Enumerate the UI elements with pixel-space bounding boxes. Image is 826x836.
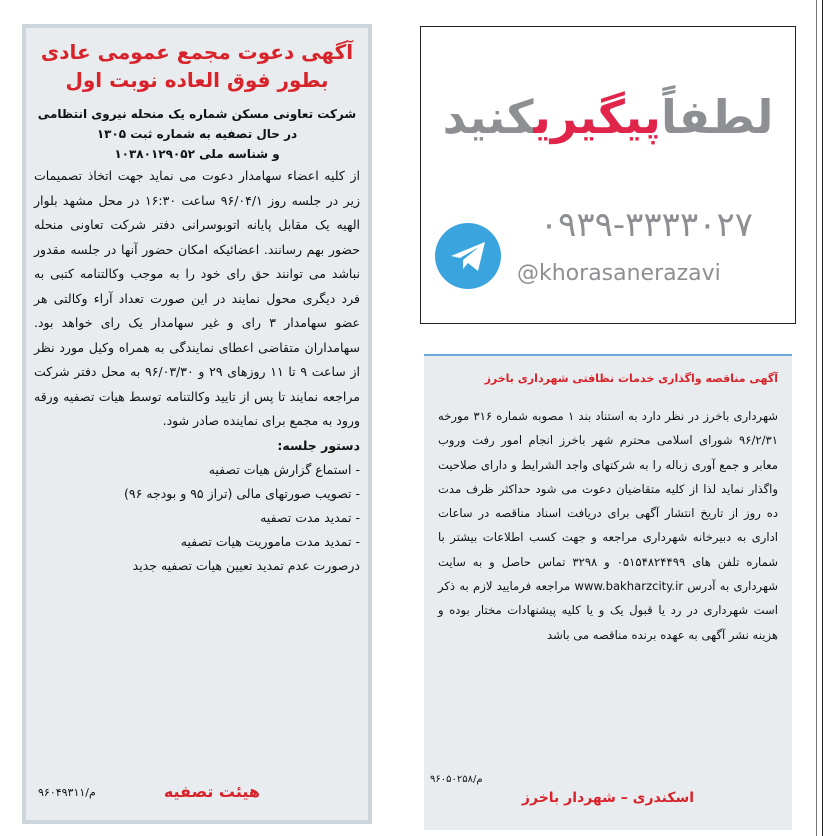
company-line3: و شناسه ملی ۱۰۳۸۰۱۲۹۰۵۲ — [114, 147, 280, 161]
agenda-title: دستور جلسه: — [277, 437, 360, 453]
agenda-item: - تمدید مدت ماموریت هیات تصفیه — [180, 533, 360, 549]
tender-notice — [424, 354, 792, 830]
ad-word-follow: پیگیری — [533, 90, 661, 144]
company-line2: در حال تصفیه به شماره ثبت ۱۳۰۵ — [96, 127, 298, 141]
meeting-notice — [22, 24, 372, 824]
agenda — [34, 434, 360, 578]
page-edge-line — [822, 0, 823, 836]
ad-phone: ۰۹۳۹-۳۳۳۳۰۲۷ — [539, 205, 753, 245]
tender-code: م/۹۶۰۵۰۲۵۸ — [430, 774, 483, 785]
company-line1: شرکت تعاونی مسکن شماره یک منحله نیروی انتظامی — [37, 107, 357, 121]
tender-top-rule — [424, 354, 792, 356]
notice-code: م/۹۶۰۴۹۳۱۱ — [38, 786, 96, 799]
notice-body: از کلیه اعضاء سهامدار دعوت می نماید جهت اتخاذ تصمیمات زیر در جلسه روز ۹۶/۰۴/۱ ساعت ۱۶:۳۰ در محل مشهد بلوار الهیه یک مقابل پایانه اتوبوسرانی دفتر شرکت تعاونی منحله حضور بهم رسانند. اعضائیکه امکان حضور آنها در جلسه مقدور نباشد می توانند حق رای خود را به موجب وکالتنامه کتبی به فرد دیگری محول نمایند در این صورت تعداد آراء وکالتی هر عضو سهامدار ۳ رای و غیر سهامدار یک رای خواهد بود. سهامداران متقاضی اعطای نمایندگی به همراه وکیل مورد نظر از ساعت ۹ تا ۱۱ روزهای ۲۹ و ۹۶/۰۳/۳۰ به محل دفتر شرکت مراجعه نمایند تا پس از تایید وکالتنامه توسط هیات تصفیه ورقه ورود به مجمع برای نماینده صادر شود. — [34, 168, 360, 428]
telegram-icon — [435, 223, 501, 289]
tender-title: آگهی مناقصه واگذاری خدمات نظافتی شهرداری باخرز — [484, 372, 778, 385]
agenda-item: درصورت عدم تمدید تعیین هیات تصفیه جدید — [132, 557, 360, 573]
ad-handle: @khorasanerazavi — [517, 261, 721, 286]
tender-body: شهرداری باخرز در نظر دارد به استناد بند ۱ مصوبه شماره ۳۱۶ مورخه ۹۶/۲/۳۱ شورای اسلامی محترم شهر باخرز انجام امور رفت وروب معابر و جمع آوری زباله را به شرکتهای واجد الشرایط و دارای صلاحیت واگذار نماید لذا از کلیه متقاضیان دعوت می شود حداکثر ظرف مدت ده روز از تاریخ انتشار آگهی برای دریافت اسناد مناقصه در ساعات اداری به دبیرخانه شهرداری مراجعه و جهت کسب اطلاعات بیشتر با شماره تلفن های ۰۵۱۵۴۸۲۴۴۹۹ و ۳۲۹۸ تماس حاصل و به سایت شهرداری به آدرس www.bakharzcity.ir مراجعه فرمایید لازم به ذکر است شهرداری در رد یا قبول یک و یا کلیه پیشنهادات مختار بوده و هزینه نشر آگهی به عهده برنده مناقصه می باشد — [438, 409, 779, 642]
followup-ad — [420, 26, 796, 324]
notice-signature: هیئت تصفیه — [163, 782, 260, 801]
ad-word-please: لطفاً — [660, 90, 774, 144]
agenda-item: - تصویب صورتهای مالی (تراز ۹۵ و بودجه ۹۶) — [124, 485, 360, 501]
tender-signature: اسکندری – شهردار باخرز — [521, 790, 695, 806]
notice-footer — [34, 782, 360, 808]
agenda-item: - تمدید مدت تصفیه — [260, 509, 360, 525]
notice-title-line1: آگهی دعوت مجمع عمومی عادی — [40, 40, 354, 64]
agenda-item: - استماع گزارش هیات تصفیه — [208, 461, 360, 477]
ad-word-do: کنید — [442, 90, 534, 144]
notice-title-line2: بطور فوق العاده نوبت اول — [65, 68, 329, 92]
ad-headline — [431, 87, 785, 147]
page-margin-line — [816, 0, 817, 836]
